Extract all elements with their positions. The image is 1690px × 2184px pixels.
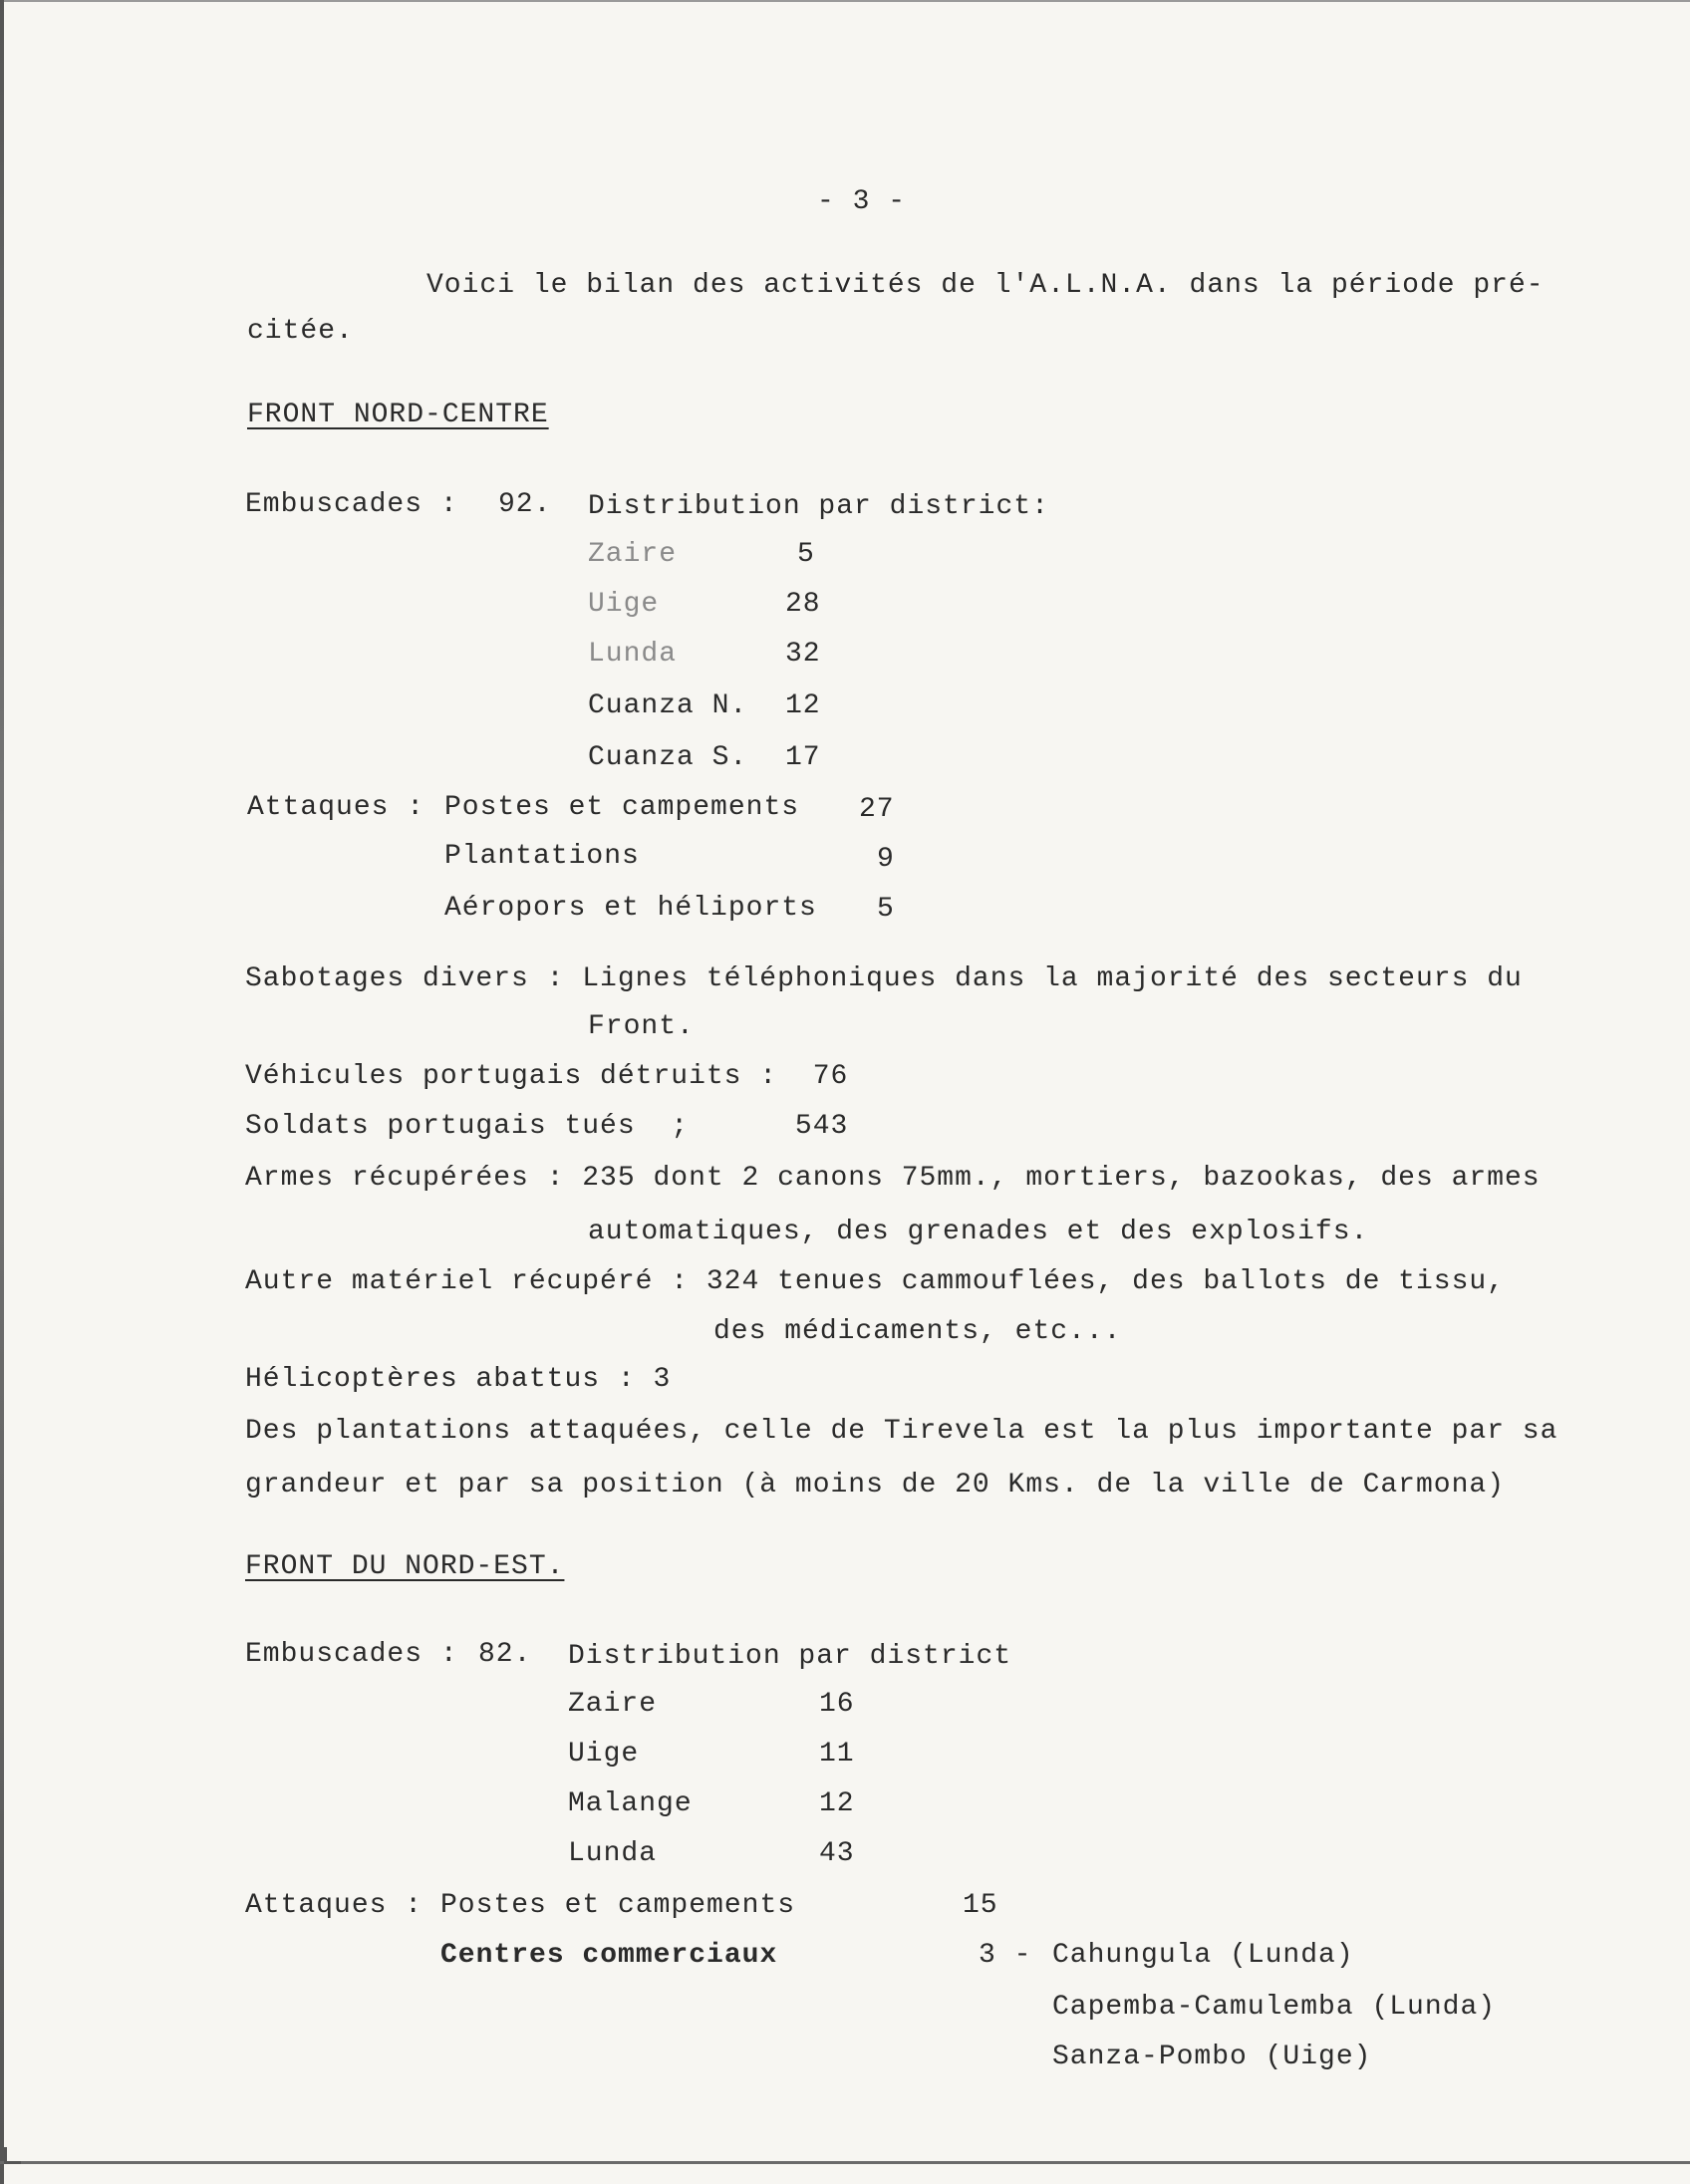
ne-centre-item: Capemba-Camulemba (Lunda) xyxy=(1052,1992,1497,2023)
ne-district-value: 16 xyxy=(819,1689,855,1720)
nc-attaque-name: Aéropors et héliports xyxy=(444,893,817,924)
nc-attaques-label: Attaques : xyxy=(247,792,425,823)
nc-attaque-value: 27 xyxy=(859,794,895,825)
ne-attaques-label: Attaques : xyxy=(245,1890,423,1921)
ne-district-name: Lunda xyxy=(568,1838,658,1869)
nc-district-name: Lunda xyxy=(588,639,678,670)
nc-materiel-line-1: Autre matériel récupéré : 324 tenues cammouflées, des ballots de tissu, xyxy=(245,1266,1505,1297)
nc-embuscades-total: 92. xyxy=(498,489,552,520)
ne-district-name: Malange xyxy=(568,1788,693,1819)
nc-distribution-label: Distribution par district: xyxy=(588,491,1049,522)
nc-plantations-line-2: grandeur et par sa position (à moins de 20 Kms. de la ville de Carmona) xyxy=(245,1470,1505,1501)
ne-centre-item: Sanza-Pombo (Uige) xyxy=(1052,2042,1372,2072)
intro-line-2: citée. xyxy=(247,316,354,347)
ne-distribution-label: Distribution par district xyxy=(568,1641,1012,1672)
page-top-edge xyxy=(0,0,1690,2)
page-number: - 3 - xyxy=(817,186,907,217)
nc-attaque-value: 5 xyxy=(877,894,895,925)
page-corner-mark xyxy=(4,2147,21,2164)
nc-armes-line-2: automatiques, des grenades et des explosifs. xyxy=(588,1217,1369,1247)
ne-postes-label: Postes et campements xyxy=(440,1890,796,1921)
nc-district-value: 5 xyxy=(797,539,815,570)
nc-helicopteres: Hélicoptères abattus : 3 xyxy=(245,1364,672,1395)
page-left-edge xyxy=(0,0,4,2184)
ne-district-name: Zaire xyxy=(568,1689,658,1720)
nc-armes-line-1: Armes récupérées : 235 dont 2 canons 75mm., mortiers, bazookas, des armes xyxy=(245,1163,1541,1194)
nc-soldats: Soldats portugais tués ; 543 xyxy=(245,1111,849,1142)
ne-district-value: 43 xyxy=(819,1838,855,1869)
nc-district-value: 17 xyxy=(785,742,821,773)
ne-centres-label: Centres commerciaux xyxy=(440,1940,778,1971)
nc-district-value: 32 xyxy=(785,639,821,670)
ne-centres-value: 3 - xyxy=(979,1940,1032,1971)
nc-district-name: Cuanza S. xyxy=(588,742,748,773)
ne-centre-item: Cahungula (Lunda) xyxy=(1052,1940,1354,1971)
section-heading-nord-centre: FRONT NORD-CENTRE xyxy=(247,400,549,430)
ne-district-name: Uige xyxy=(568,1739,640,1770)
nc-district-name: Cuanza N. xyxy=(588,690,748,721)
page-bottom-edge xyxy=(0,2161,1690,2164)
nc-attaque-name: Plantations xyxy=(444,841,640,872)
ne-district-value: 11 xyxy=(819,1739,855,1770)
section-heading-nord-est: FRONT DU NORD-EST. xyxy=(245,1551,565,1582)
nc-district-value: 12 xyxy=(785,690,821,721)
nc-materiel-line-2: des médicaments, etc... xyxy=(713,1316,1122,1347)
nc-district-name: Zaire xyxy=(588,539,678,570)
ne-postes-value: 15 xyxy=(963,1890,998,1921)
nc-attaque-name: Postes et campements xyxy=(444,792,800,823)
ne-embuscades-label: Embuscades : xyxy=(245,1639,458,1670)
nc-district-name: Uige xyxy=(588,589,660,620)
ne-district-value: 12 xyxy=(819,1788,855,1819)
nc-plantations-line-1: Des plantations attaquées, celle de Tirevela est la plus importante par sa xyxy=(245,1416,1558,1447)
nc-attaque-value: 9 xyxy=(877,844,895,875)
nc-vehicules: Véhicules portugais détruits : 76 xyxy=(245,1061,849,1092)
nc-sabotages-line-2: Front. xyxy=(588,1011,695,1042)
nc-district-value: 28 xyxy=(785,589,821,620)
ne-embuscades-total: 82. xyxy=(478,1639,532,1670)
nc-embuscades-label: Embuscades : xyxy=(245,489,458,520)
nc-sabotages-line-1: Sabotages divers : Lignes téléphoniques dans la majorité des secteurs du xyxy=(245,963,1523,994)
intro-line-1: Voici le bilan des activités de l'A.L.N.A. dans la période pré- xyxy=(426,270,1545,301)
